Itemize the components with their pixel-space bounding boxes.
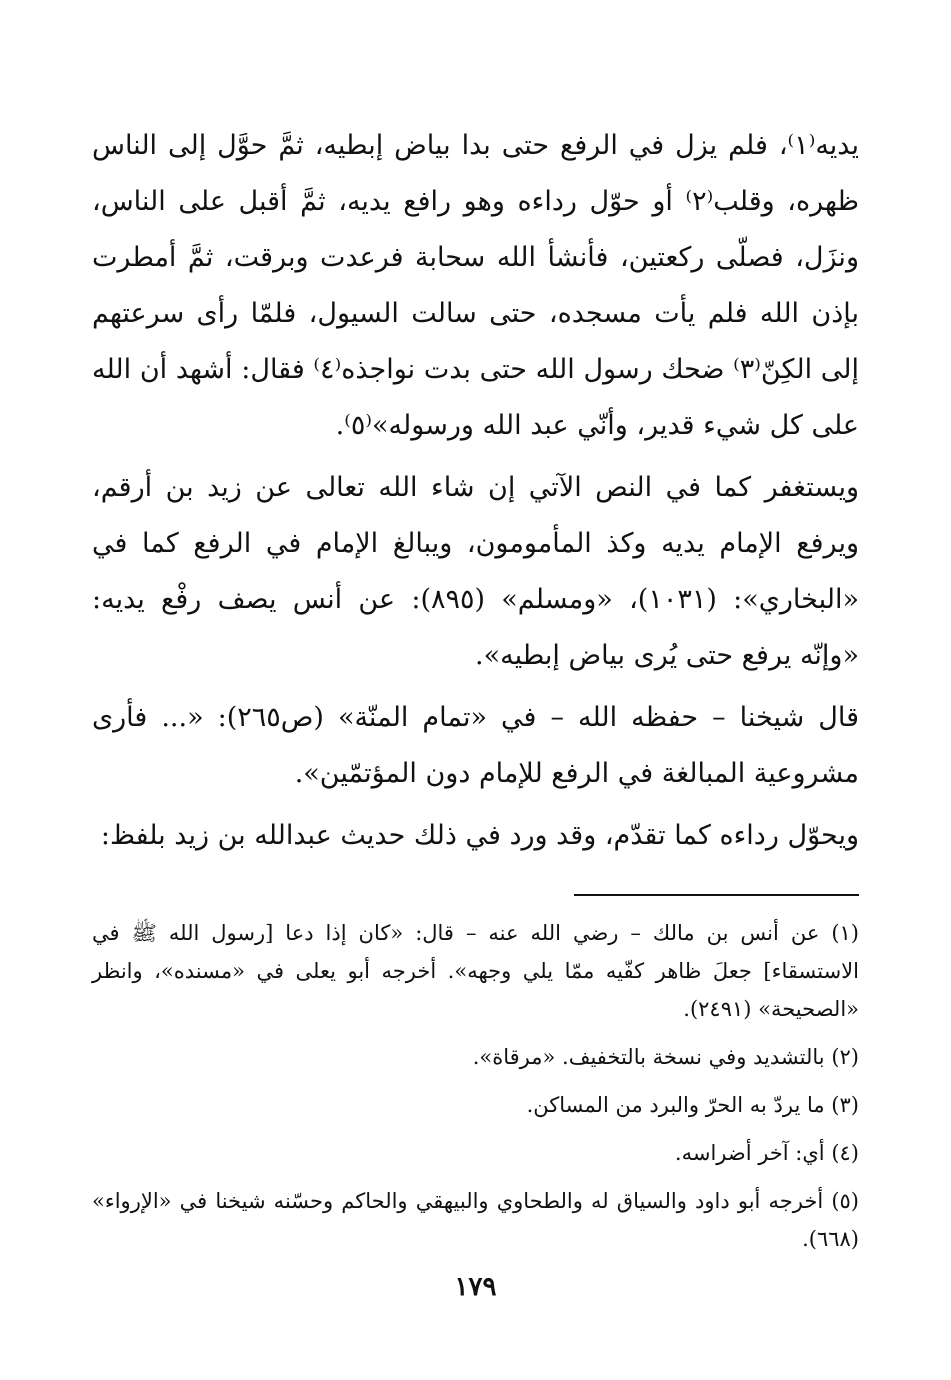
- footnote: (١) عن أنس بن مالك – رضي الله عنه – قال: «كان إذا دعا [رسول الله ﷺ في الاستسقاء] جعلَ ظاهر كفّيه ممّا يلي وجهه». أخرجه أبو يعلى في «مسنده»، وانظر «الصحيحة» (٢٤٩١).: [92, 921, 859, 1021]
- page-number: ١٧٩: [454, 1272, 497, 1302]
- body-paragraph: قال شيخنا – حفظه الله – في «تمام المنّة» (ص٢٦٥): «... فأرى مشروعية المبالغة في الرفع للإمام دون المؤتمّين».: [92, 702, 859, 789]
- body-paragraph: ويستغفر كما في النص الآتي إن شاء الله تعالى عن زيد بن أرقم، ويرفع الإمام يديه وكذ المأمومون، ويبالغ الإمام في الرفع كما في «البخاري»: (١٠٣١)، «ومسلم» (٨٩٥): عن أنس يصف رفْع يديه: «وإنّه يرفع حتى يُرى بياض إبطيه».: [92, 472, 859, 671]
- footnote-separator: [574, 894, 859, 896]
- body-paragraph: ويحوّل رداءه كما تقدّم، وقد ورد في ذلك حديث عبدالله بن زيد بلفظ:: [100, 820, 859, 851]
- body-paragraph: يديه⁽١⁾، فلم يزل في الرفع حتى بدا بياض إبطيه، ثمَّ حوَّل إلى الناس ظهره، وقلب⁽٢⁾ أو حوّل رداءه وهو رافع يديه، ثمَّ أقبل على الناس، ونزَل، فصلّى ركعتين، فأنشأ الله سحابة فرعدت وبرقت، ثمَّ أمطرت بإذن الله فلم يأت مسجده، حتى سالت السيول، فلمّا رأى سرعتهم إلى الكِنّ⁽٣⁾ ضحك رسول الله حتى بدت نواجذه⁽٤⁾ فقال: أشهد أن الله على كل شيء قدير، وأنّي عبد الله ورسوله»⁽٥⁾.: [92, 130, 859, 441]
- footnote: (٢) بالتشديد وفي نسخة بالتخفيف. «مرقاة».: [472, 1045, 859, 1069]
- footnote: (٥) أخرجه أبو داود والسياق له والطحاوي والبيهقي والحاكم وحسّنه شيخنا في «الإرواء» (٦٦٨).: [92, 1189, 859, 1251]
- footnotes: [92, 914, 859, 1258]
- footnote: (٣) ما يردّ به الحرّ والبرد من المساكن.: [526, 1093, 859, 1117]
- footnote: (٤) أي: آخر أضراسه.: [674, 1141, 859, 1165]
